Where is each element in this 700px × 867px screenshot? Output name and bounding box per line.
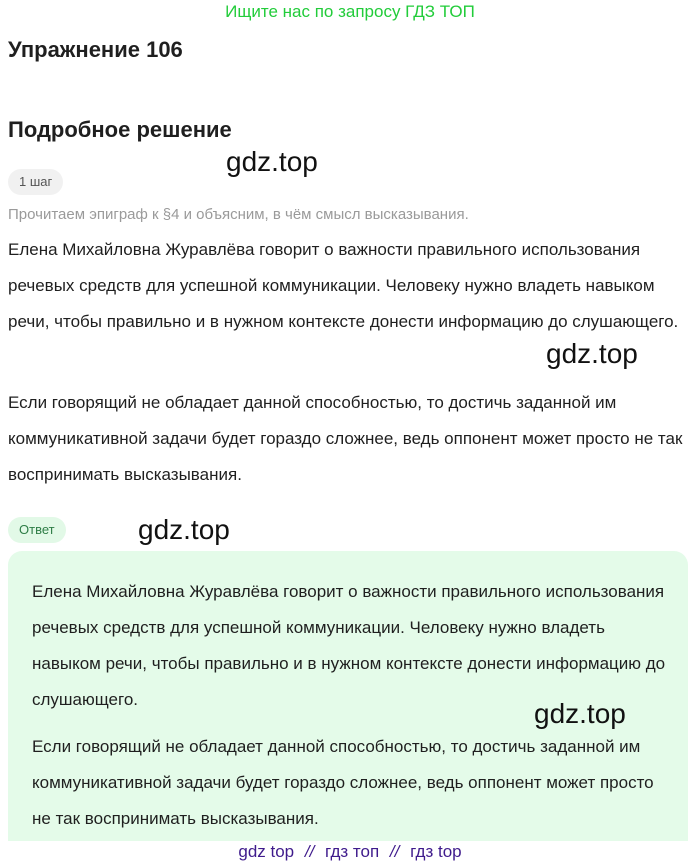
answer-paragraph-2: Если говорящий не обладает данной способностью, то достичь заданной им коммуникативной задачи будет гораздо сложнее, ведь оппонент может просто не так воспринимать высказывания. <box>32 737 654 828</box>
footer-separator: // <box>389 842 400 861</box>
footer-separator: // <box>304 842 315 861</box>
watermark: gdz.top <box>138 514 230 545</box>
watermark: gdz.top <box>534 698 626 729</box>
solution-paragraph-1: Елена Михайловна Журавлёва говорит о важности правильного использования речевых средств для успешной коммуникации. Человеку нужно владеть навыком речи, чтобы правильно и в нужном контексте донести информацию до слушающего. <box>8 240 679 331</box>
answer-box <box>8 551 688 841</box>
footer-links <box>0 841 700 863</box>
footer-link[interactable]: гдз top <box>410 842 462 861</box>
answer-paragraph-1: Елена Михайловна Журавлёва говорит о важности правильного использования речевых средств для успешной коммуникации. Человеку нужно владеть навыком речи, чтобы правильно и в нужном контексте донести информацию до слушающего. <box>32 582 666 709</box>
step-hint: Прочитаем эпиграф к §4 и объясним, в чём смысл высказывания. <box>8 206 469 223</box>
solution-paragraph-2: Если говорящий не обладает данной способностью, то достичь заданной им коммуникативной задачи будет гораздо сложнее, ведь оппонент может просто не так воспринимать высказывания. <box>8 393 683 484</box>
step-badge: 1 шаг <box>8 169 63 195</box>
footer-link[interactable]: гдз топ <box>325 842 380 861</box>
footer-link[interactable]: gdz top <box>238 842 295 861</box>
page-title: Упражнение 106 <box>8 37 183 62</box>
section-title: Подробное решение <box>8 117 232 142</box>
watermark: gdz.top <box>546 338 638 369</box>
top-banner: Ищите нас по запросу ГДЗ ТОП <box>225 2 475 21</box>
watermark: gdz.top <box>226 146 318 177</box>
answer-badge: Ответ <box>8 517 66 543</box>
